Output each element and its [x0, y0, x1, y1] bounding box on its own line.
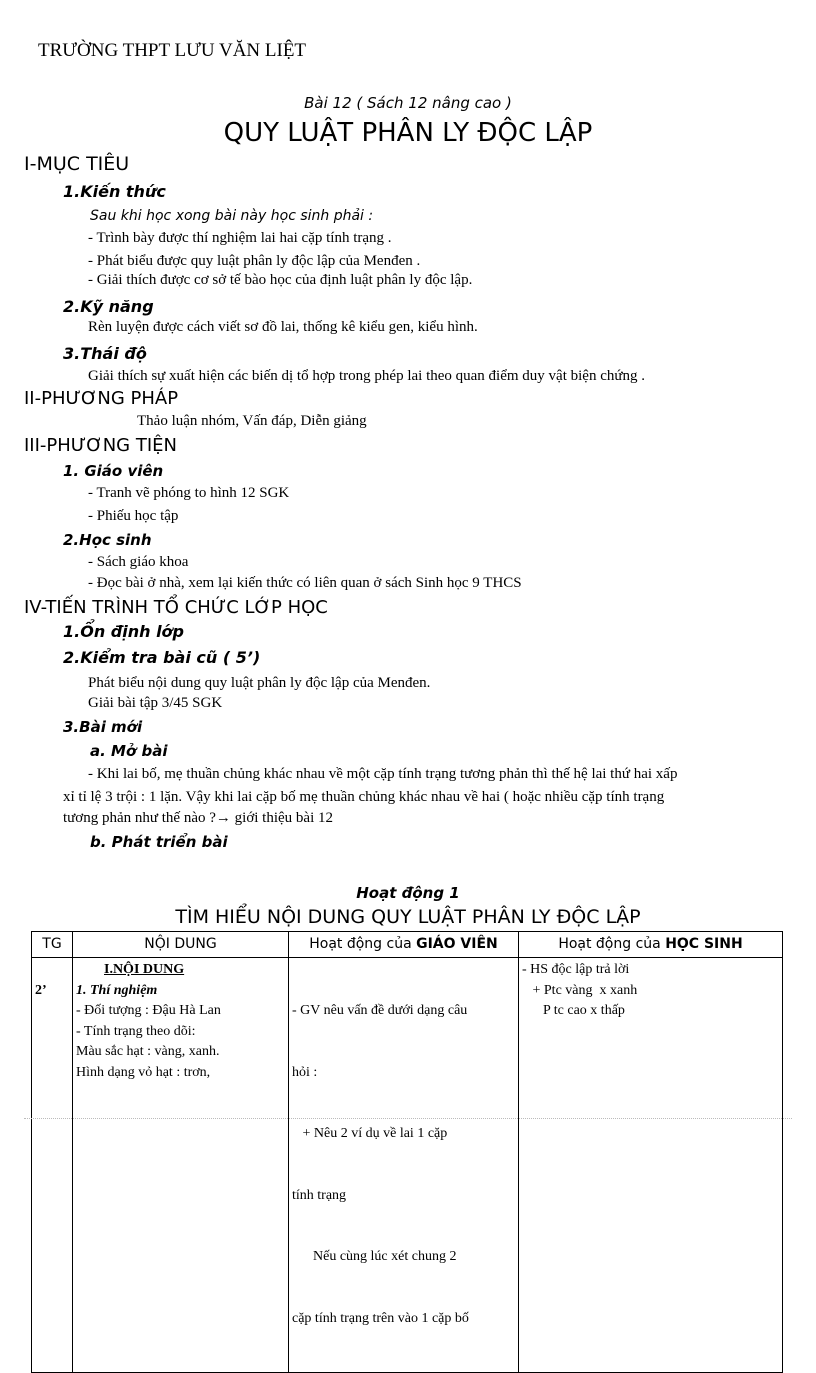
- student-activity-cell: [519, 958, 783, 1373]
- content-line: Hình dạng vỏ hạt : trơn,: [76, 1064, 211, 1080]
- opening-text-line: tương phản như thế nào ?→ giới thiệu bài 12: [63, 810, 333, 826]
- teacher-line: + Nêu 2 ví dụ về lai 1 cặp: [292, 1126, 448, 1141]
- time-cell: 2’: [32, 958, 73, 1373]
- skills-subheading: 2.Kỹ năng: [63, 297, 154, 316]
- activity-title: TÌM HIỂU NỘI DUNG QUY LUẬT PHÂN LY ĐỘC LẬP: [175, 906, 641, 928]
- teacher-item: - Phiếu học tập: [88, 508, 179, 524]
- header-content: NỘI DUNG: [73, 932, 289, 958]
- page-title: QUY LUẬT PHÂN LY ĐỘC LẬP: [223, 118, 593, 148]
- knowledge-item: - Phát biểu được quy luật phân ly độc lập của Menđen .: [88, 253, 421, 269]
- teacher-item: - Tranh vẽ phóng to hình 12 SGK: [88, 485, 290, 501]
- teacher-line: tính trạng: [292, 1187, 347, 1203]
- content-title: I.NỘI DUNG: [104, 962, 185, 977]
- opening-text-line: xỉ tỉ lệ 3 trội : 1 lặn. Vậy khi lai cặp bố mẹ thuần chủng khác nhau về hai ( hoặc nhiều cặp tính trạng: [63, 789, 665, 805]
- student-item: - Đọc bài ở nhà, xem lại kiến thức có liên quan ở sách Sinh học 9 THCS: [88, 575, 522, 591]
- header-teacher-activity: Hoạt động của GIÁO VIÊN: [289, 932, 519, 958]
- content-subtitle: 1. Thí nghiệm: [76, 982, 158, 998]
- page-bottom-divider: [24, 1118, 792, 1119]
- teacher-subheading: 1. Giáo viên: [63, 462, 164, 480]
- development-subheading: b. Phát triển bài: [90, 833, 228, 851]
- table-row: [32, 958, 783, 1373]
- section-materials-heading: III-PHƯƠNG TIỆN: [24, 435, 177, 456]
- teacher-activity-cell: [289, 958, 519, 1373]
- new-lesson-subheading: 3.Bài mới: [63, 718, 143, 736]
- knowledge-item: - Giải thích được cơ sở tế bào học của định luật phân ly độc lập.: [88, 272, 473, 288]
- attitude-text: Giải thích sự xuất hiện các biến dị tổ hợp trong phép lai theo quan điểm duy vật biện chứng .: [88, 368, 645, 384]
- opening-text-line: - Khi lai bố, mẹ thuần chủng khác nhau về một cặp tính trạng tương phản thì thế hệ lai thứ hai xấp: [88, 766, 678, 782]
- knowledge-item: - Trình bày được thí nghiệm lai hai cặp tính trạng .: [88, 230, 392, 246]
- content-line: - Tính trạng theo dõi:: [76, 1023, 196, 1039]
- section-methods-heading: II-PHƯƠNG PHÁP: [24, 388, 179, 409]
- skills-text: Rèn luyện được cách viết sơ đồ lai, thống kê kiểu gen, kiểu hình.: [88, 319, 478, 335]
- section-process-heading: IV-TIẾN TRÌNH TỔ CHỨC LỚP HỌC: [24, 597, 328, 618]
- teacher-line: - GV nêu vấn đề dưới dạng câu: [292, 1003, 468, 1018]
- review-subheading: 2.Kiểm tra bài cũ ( 5’): [63, 648, 261, 667]
- table-header-row: [32, 932, 783, 958]
- knowledge-subheading: 1.Kiến thức: [63, 182, 166, 201]
- header-time: TG: [32, 932, 73, 958]
- content-line: Màu sắc hạt : vàng, xanh.: [76, 1044, 220, 1059]
- header-student-activity: Hoạt động của HỌC SINH: [519, 932, 783, 958]
- review-item: Giải bài tập 3/45 SGK: [88, 695, 223, 711]
- lesson-plan-table: [31, 931, 783, 1373]
- attitude-subheading: 3.Thái độ: [63, 344, 147, 363]
- student-item: - Sách giáo khoa: [88, 554, 189, 570]
- teacher-line: cặp tính trạng trên vào 1 cặp bố: [292, 1310, 469, 1326]
- knowledge-intro: Sau khi học xong bài này học sinh phải :: [90, 208, 374, 224]
- activity-label: Hoạt động 1: [356, 884, 460, 902]
- content-cell: [73, 958, 289, 1373]
- content-line: - Đối tượng : Đậu Hà Lan: [76, 1003, 221, 1018]
- methods-text: Thảo luận nhóm, Vấn đáp, Diễn giảng: [137, 413, 367, 429]
- class-order-subheading: 1.Ổn định lớp: [63, 622, 184, 641]
- section-objectives-heading: I-MỤC TIÊU: [24, 153, 130, 175]
- opening-subheading: a. Mở bài: [90, 742, 168, 760]
- review-item: Phát biểu nội dung quy luật phân ly độc lập của Menđen.: [88, 675, 431, 691]
- student-line: + Ptc vàng x xanh: [522, 982, 638, 998]
- lesson-reference: Bài 12 ( Sách 12 nâng cao ): [304, 94, 512, 112]
- student-line: P tc cao x thấp: [522, 1003, 625, 1018]
- teacher-line: Nếu cùng lúc xét chung 2: [292, 1249, 457, 1264]
- school-name: TRƯỜNG THPT LƯU VĂN LIỆT: [38, 40, 307, 61]
- student-subheading: 2.Học sinh: [63, 531, 152, 549]
- student-line: - HS độc lập trả lời: [522, 962, 630, 977]
- teacher-line: hỏi :: [292, 1064, 318, 1080]
